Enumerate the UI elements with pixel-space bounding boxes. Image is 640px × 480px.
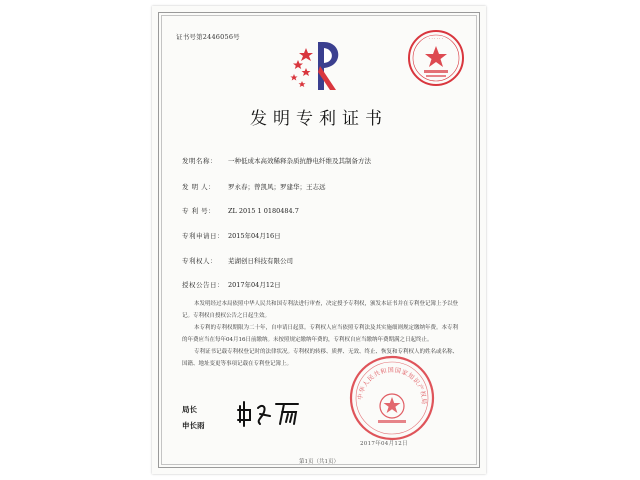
field-label: 发 明 人： bbox=[182, 183, 216, 191]
field-value: 2017年04月12日 bbox=[228, 281, 281, 289]
paragraph-term-and-fees: 本专利的专利权期限为二十年，自申请日起算。专利权人应当依照专利法及其实施细则规定缴纳年费。本专利的年费应当在每年04月16日前缴纳。未按照规定缴纳年费的，专利权自应当缴纳年费期满之日起终止。 bbox=[182, 325, 459, 343]
field-patentee bbox=[182, 256, 293, 265]
paragraph-grant-statement: 本发明经过本局依照中华人民共和国专利法进行审查，决定授予专利权，颁发本证书并在专利登记簿上予以登记。专利权自授权公告之日起生效。 bbox=[182, 301, 459, 319]
certificate-title: 发明专利证书 bbox=[250, 109, 388, 129]
paragraph-legal-status: 专利证书记载专利权登记时的法律状况。专利权的转移、质押、无效、终止、恢复和专利权人的姓名或名称、国籍、地址变更等事项记载在专利登记簿上。 bbox=[182, 349, 459, 367]
field-invention-name bbox=[182, 156, 371, 165]
field-grant-date bbox=[182, 280, 281, 289]
certificate-page bbox=[152, 6, 486, 474]
field-inventors bbox=[182, 182, 326, 191]
certificate-number: 证书号第2446056号 bbox=[176, 33, 240, 41]
official-seal-bottom-icon bbox=[348, 354, 436, 442]
svg-text:· · · · · ·: · · · · · · bbox=[429, 36, 443, 41]
official-seal-top-icon bbox=[406, 28, 466, 88]
field-label: 授权公告日： bbox=[182, 281, 224, 289]
seal-bottom-text: 中华人民共和国国家知识产权局 bbox=[356, 366, 428, 405]
director-signature-icon bbox=[236, 398, 306, 428]
page-footer: 第1页（共1页） bbox=[299, 459, 339, 465]
field-label: 专利申请日： bbox=[182, 232, 224, 240]
field-patent-number bbox=[182, 206, 299, 215]
field-value: ZL 2015 1 0180484.7 bbox=[228, 207, 299, 215]
field-application-date bbox=[182, 231, 281, 240]
patent-office-logo-icon bbox=[284, 36, 354, 96]
director-name: 申长雨 bbox=[182, 421, 205, 430]
field-label: 专利权人： bbox=[182, 257, 217, 265]
field-value: 罗永春；曾凯风；罗建华；王志远 bbox=[228, 183, 326, 191]
field-value: 芜湖创日科技有限公司 bbox=[228, 257, 293, 265]
field-label: 发明名称： bbox=[182, 157, 217, 165]
field-label: 专 利 号： bbox=[182, 207, 216, 215]
field-value: 2015年04月16日 bbox=[228, 232, 281, 240]
director-title: 局长 bbox=[182, 405, 197, 414]
field-value: 一种低成本高效稀释杂质抗静电纤维及其制备方法 bbox=[228, 157, 371, 165]
seal-date: 2017年04月12日 bbox=[360, 441, 408, 447]
